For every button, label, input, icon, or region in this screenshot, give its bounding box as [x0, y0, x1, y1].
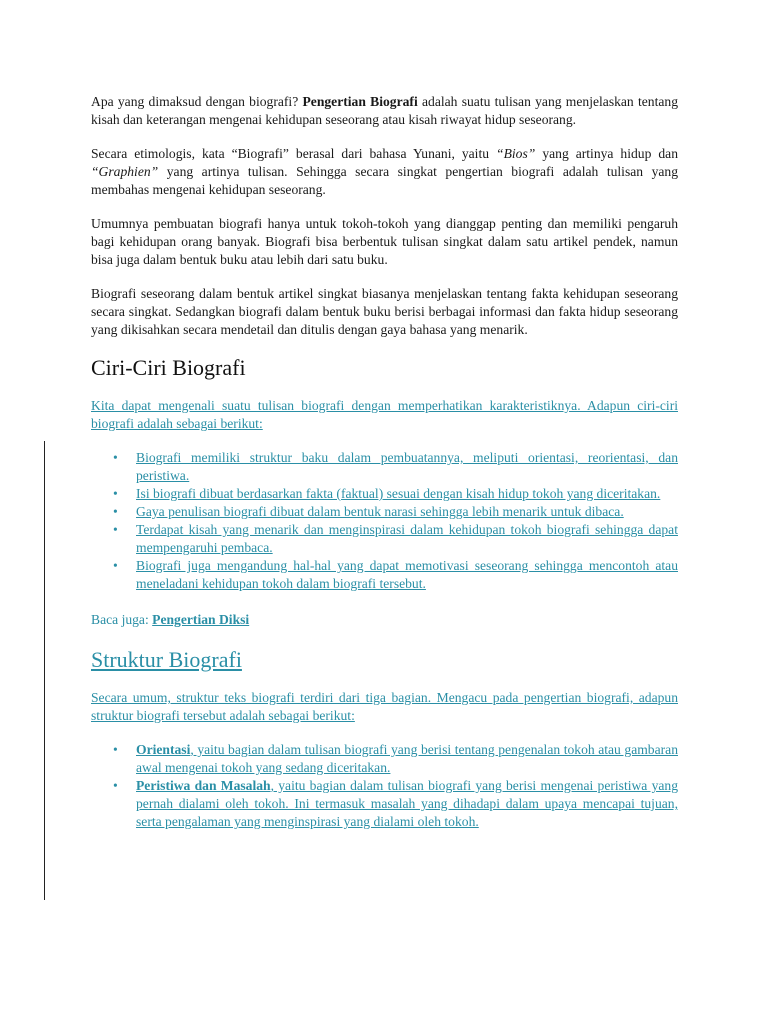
ciri-list: [91, 449, 678, 593]
list-item[interactable]: • Orientasi, yaitu bagian dalam tulisan biografi yang berisi tentang pengenalan tokoh atau gambaran awal mengenai tokoh yang sedang diceritakan.: [113, 742, 678, 775]
document-page: [91, 93, 678, 849]
paragraph-bentuk: Biografi seseorang dalam bentuk artikel singkat biasanya menjelaskan tentang fakta kehidupan seseorang secara singkat. Sedangkan biografi dalam bentuk buku berisi berbagai informasi dan fakta hidup seseorang yang dikisahkan secara mendetail dan ditulis dengan gaya bahasa yang menarik.: [91, 286, 678, 337]
list-item[interactable]: • Biografi memiliki struktur baku dalam pembuatannya, meliputi orientasi, reorientasi, dan peristiwa.: [113, 450, 678, 483]
list-item[interactable]: • Peristiwa dan Masalah, yaitu bagian dalam tulisan biografi yang berisi mengenai peristiwa yang pernah dialami oleh tokoh. Ini termasuk masalah yang dihadapi dalam upaya mencapai tujuan, serta pengalaman yang menginspirasi yang dialami oleh tokoh.: [113, 778, 679, 829]
term-bios: “Bios”: [496, 146, 536, 161]
term-graphien: “Graphien”: [91, 164, 159, 179]
bullet-icon: •: [113, 558, 118, 573]
heading-struktur-link[interactable]: Struktur Biografi: [91, 647, 242, 672]
paragraph-tokoh: Umumnya pembuatan biografi hanya untuk tokoh-tokoh yang dianggap penting dan memiliki pengaruh bagi kehidupan orang banyak. Biografi bisa berbentuk tulisan singkat dalam satu artikel pendek, namun bisa juga dalam bentuk buku atau lebih dari satu buku.: [91, 216, 678, 267]
bullet-icon: •: [113, 778, 118, 793]
list-item[interactable]: • Isi biografi dibuat berdasarkan fakta (faktual) sesuai dengan kisah hidup tokoh yang diceritakan.: [113, 486, 661, 501]
heading-ciri-ciri: Ciri-Ciri Biografi: [91, 355, 246, 380]
etymology-paragraph: Secara etimologis, kata “Biografi” berasal dari bahasa Yunani, yaitu “Bios” yang artinya hidup dan “Graphien” yang artinya tulisan. Sehingga secara singkat pengertian biografi adalah tulisan yang membahas mengenai kehidupan seseorang.: [91, 146, 678, 197]
struktur-list: [91, 741, 678, 831]
list-item[interactable]: • Gaya penulisan biografi dibuat dalam bentuk narasi sehingga lebih menarik untuk dibaca.: [113, 504, 624, 519]
bullet-icon: •: [113, 504, 118, 519]
list-item[interactable]: • Terdapat kisah yang menarik dan menginspirasi dalam kehidupan tokoh biografi sehingga dapat mempengaruhi pembaca.: [113, 522, 678, 555]
see-also-link[interactable]: Pengertian Diksi: [152, 612, 250, 627]
bullet-icon: •: [113, 450, 118, 465]
bullet-icon: •: [113, 486, 118, 501]
see-also: Baca juga: Pengertian Diksi: [91, 612, 250, 627]
bullet-icon: •: [113, 742, 118, 757]
intro-paragraph: Apa yang dimaksud dengan biografi? Pengertian Biografi adalah suatu tulisan yang menjelaskan tentang kisah dan keterangan mengenai kehidupan seseorang atau kisah riwayat hidup seseorang.: [91, 94, 678, 127]
term-pengertian-biografi: Pengertian Biografi: [302, 94, 418, 109]
ciri-intro-link[interactable]: Kita dapat mengenali suatu tulisan biografi dengan memperhatikan karakteristiknya. Adapun ciri-ciri biografi adalah sebagai berikut:: [91, 398, 678, 431]
struktur-intro-link[interactable]: Secara umum, struktur teks biografi terdiri dari tiga bagian. Mengacu pada pengertian biografi, adapun struktur biografi tersebut adalah sebagai berikut:: [91, 690, 678, 723]
margin-change-bar: [44, 441, 45, 900]
list-item[interactable]: • Biografi juga mengandung hal-hal yang dapat memotivasi seseorang sehingga mencontoh atau meneladani kehidupan tokoh dalam biografi tersebut.: [113, 558, 678, 591]
bullet-icon: •: [113, 522, 118, 537]
